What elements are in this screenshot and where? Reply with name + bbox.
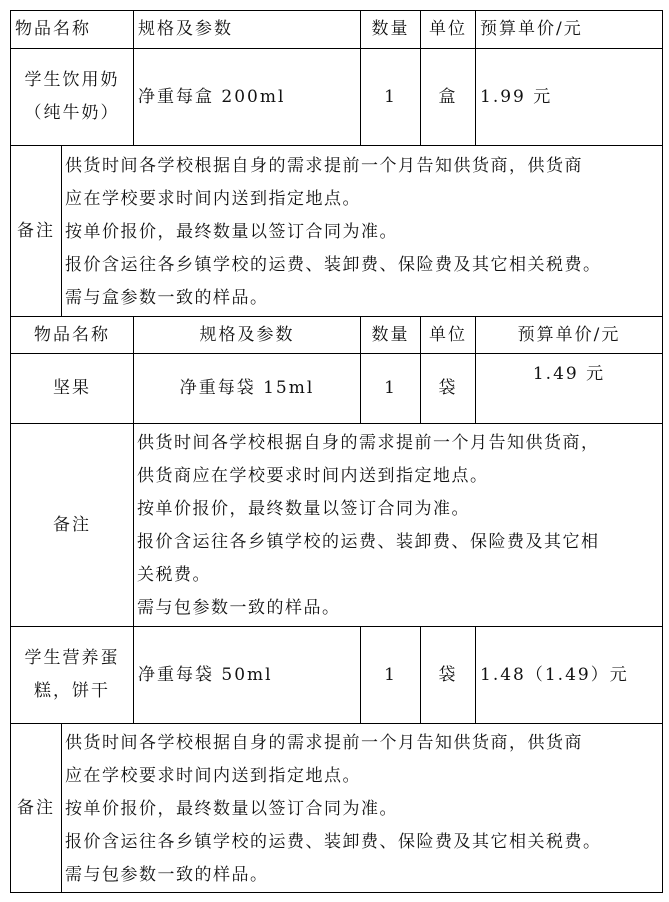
note-line: 按单价报价，最终数量以签订合同为准。 xyxy=(137,499,470,519)
item-qty: 1 xyxy=(360,626,421,724)
item-spec: 净重每袋 15ml xyxy=(133,353,361,424)
note-line: 关税费。 xyxy=(137,565,211,585)
note-line: 应在学校要求时间内送到指定地点。 xyxy=(65,765,361,786)
item-name: 坚果 xyxy=(10,353,134,424)
note-line: 供货时间各学校根据自身的需求提前一个月告知供货商，供货商 xyxy=(65,732,583,753)
header-qty: 数量 xyxy=(360,10,421,49)
note-label: 备注 xyxy=(10,423,134,627)
item-name: 学生营养蛋糕，饼干 xyxy=(10,626,134,724)
header-qty: 数量 xyxy=(360,316,421,354)
note-label: 备注 xyxy=(10,723,62,893)
note-text xyxy=(61,145,663,317)
item-unit: 袋 xyxy=(420,626,476,724)
note-line: 需与包参数一致的样品。 xyxy=(137,598,341,618)
header-price: 预算单价/元 xyxy=(475,316,663,354)
header-name: 物品名称 xyxy=(10,10,134,49)
item-spec: 净重每袋 50ml xyxy=(133,626,361,724)
note-line: 供货时间各学校根据自身的需求提前一个月告知供货商， xyxy=(137,433,600,453)
item-qty: 1 xyxy=(360,353,421,424)
note-label: 备注 xyxy=(10,145,62,317)
item-unit: 袋 xyxy=(420,353,476,424)
header-unit: 单位 xyxy=(420,316,476,354)
note-line: 供货时间各学校根据自身的需求提前一个月告知供货商，供货商 xyxy=(65,155,583,176)
header-spec: 规格及参数 xyxy=(133,316,361,354)
header-unit: 单位 xyxy=(420,10,476,49)
note-line: 应在学校要求时间内送到指定地点。 xyxy=(65,188,361,209)
header-price: 预算单价/元 xyxy=(475,10,663,49)
note-line: 报价含运往各乡镇学校的运费、装卸费、保险费及其它相关税费。 xyxy=(65,254,602,275)
header-name: 物品名称 xyxy=(10,316,134,354)
item-spec: 净重每盒 200ml xyxy=(133,48,361,146)
header-spec: 规格及参数 xyxy=(133,10,361,49)
item-name: 学生饮用奶（纯牛奶） xyxy=(10,48,134,146)
note-line: 按单价报价，最终数量以签订合同为准。 xyxy=(65,798,398,819)
item-price: 1.99 元 xyxy=(475,48,663,146)
note-text xyxy=(133,423,663,627)
note-line: 供货商应在学校要求时间内送到指定地点。 xyxy=(137,466,489,486)
item-qty: 1 xyxy=(360,48,421,146)
note-line: 需与包参数一致的样品。 xyxy=(65,864,269,885)
item-unit: 盒 xyxy=(420,48,476,146)
note-line: 报价含运往各乡镇学校的运费、装卸费、保险费及其它相 xyxy=(137,532,600,552)
note-text xyxy=(61,723,663,893)
item-price: 1.49 元 xyxy=(475,353,663,424)
item-price: 1.48（1.49）元 xyxy=(475,626,663,724)
note-line: 需与盒参数一致的样品。 xyxy=(65,287,269,308)
note-line: 报价含运往各乡镇学校的运费、装卸费、保险费及其它相关税费。 xyxy=(65,831,602,852)
note-line: 按单价报价，最终数量以签订合同为准。 xyxy=(65,221,398,242)
